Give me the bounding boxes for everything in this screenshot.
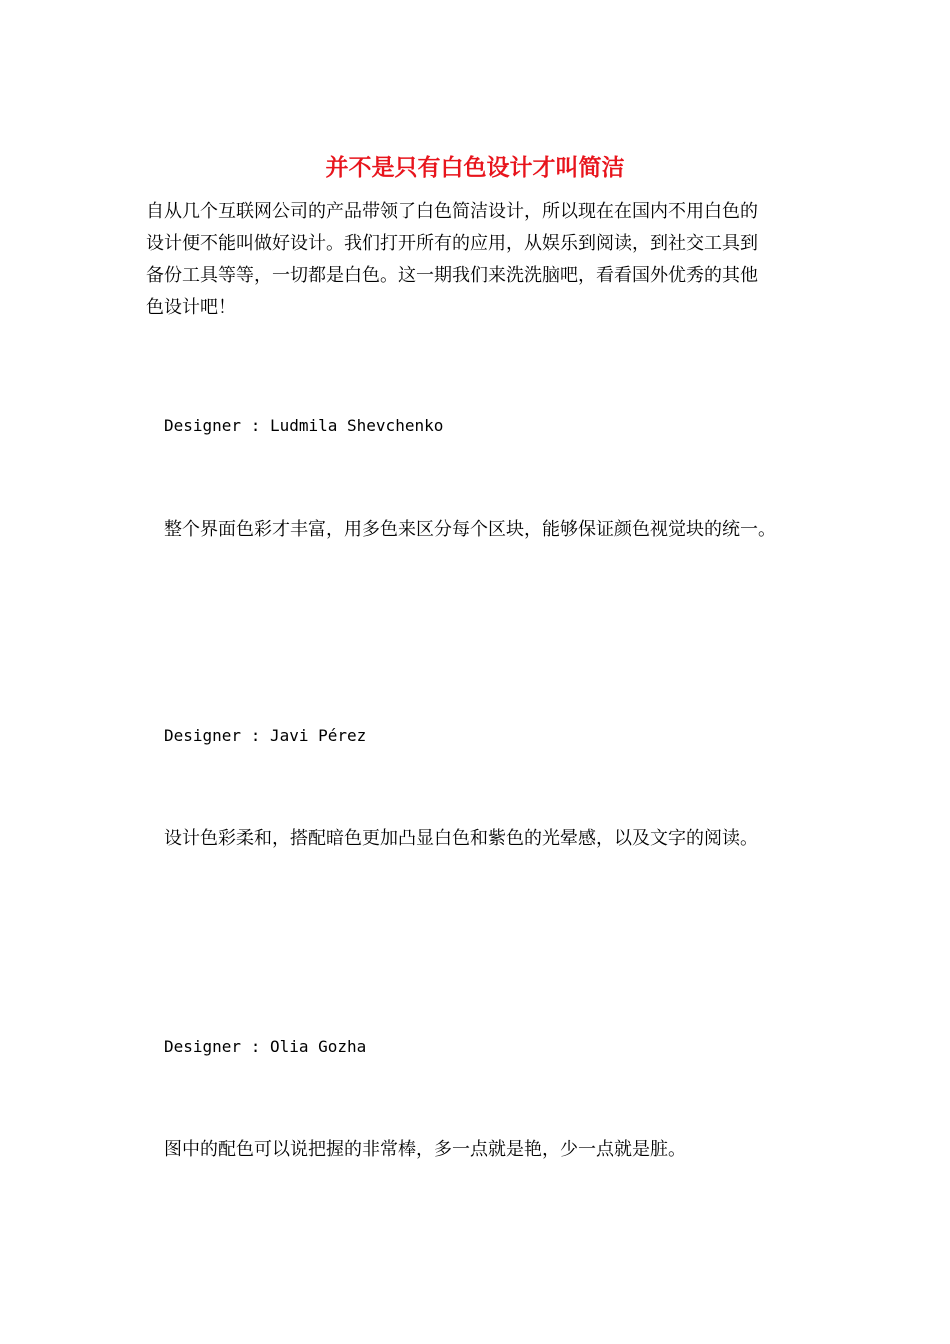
designer-credit: Designer : Olia Gozha (164, 1037, 367, 1056)
design-description: 图中的配色可以说把握的非常棒，多一点就是艳，少一点就是脏。 (164, 1139, 686, 1160)
design-description: 整个界面色彩才丰富，用多色来区分每个区块，能够保证颜色视觉块的统一。 (164, 519, 776, 540)
designer-credit: Designer : Javi Pérez (164, 726, 367, 745)
intro-line: 自从几个互联网公司的产品带领了白色简洁设计，所以现在在国内不用白色的 (146, 201, 758, 222)
intro-paragraph (146, 196, 826, 324)
intro-line: 备份工具等等，一切都是白色。这一期我们来洗洗脑吧，看看国外优秀的其他 (146, 265, 758, 286)
designer-credit: Designer : Ludmila Shevchenko (164, 416, 444, 435)
page-title: 并不是只有白色设计才叫简洁 (325, 154, 625, 181)
intro-line: 设计便不能叫做好设计。我们打开所有的应用，从娱乐到阅读，到社交工具到 (146, 233, 758, 254)
design-description: 设计色彩柔和，搭配暗色更加凸显白色和紫色的光晕感，以及文字的阅读。 (164, 828, 758, 849)
intro-line: 色设计吧！ (146, 297, 236, 318)
